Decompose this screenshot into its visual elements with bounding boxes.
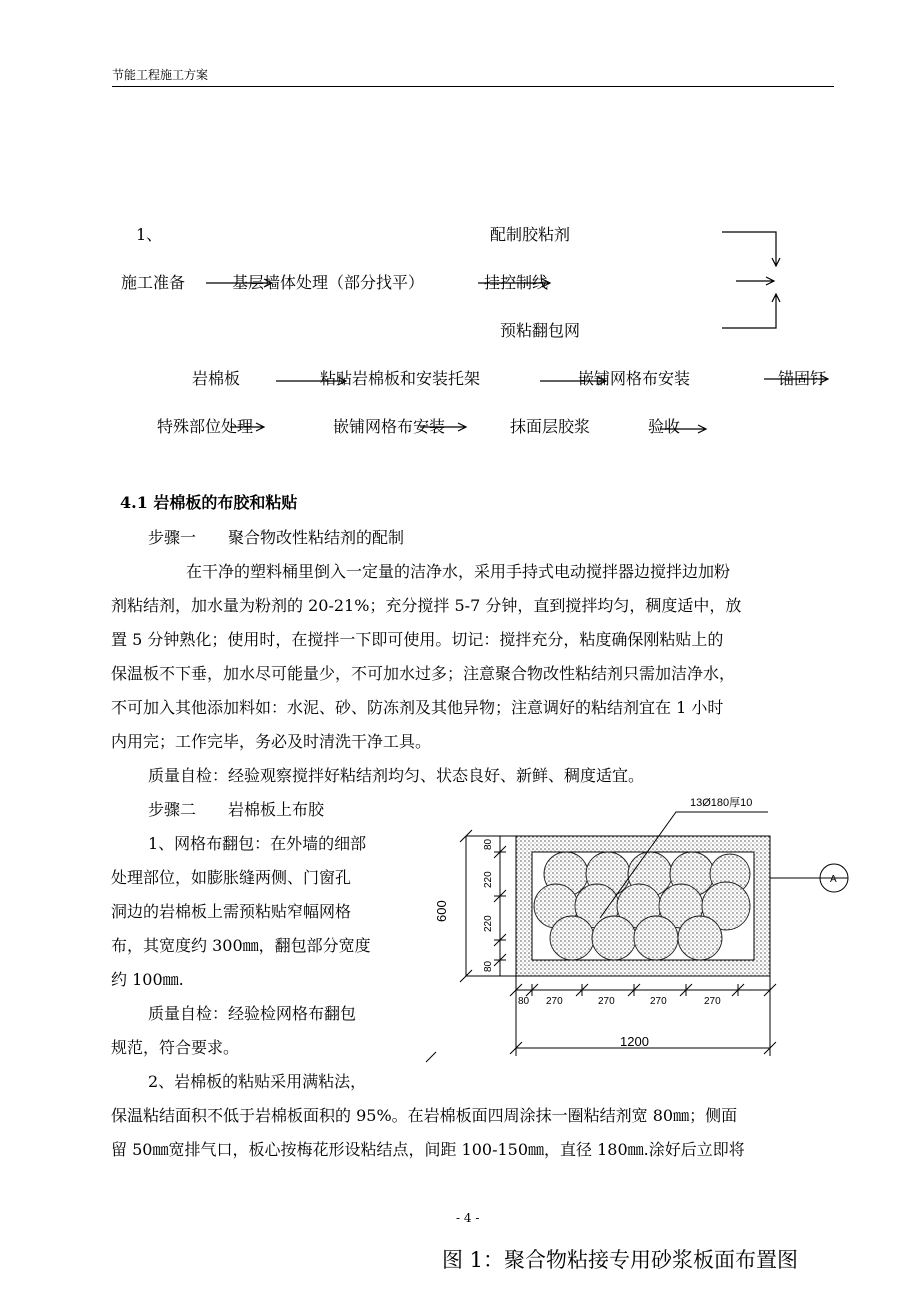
flow-board: 岩棉板 [192, 369, 241, 388]
flow-prep: 施工准备 [121, 273, 186, 292]
dim-1200: 1200 [620, 1034, 649, 1049]
paragraph-line: 置 5 分钟熟化；使用时，在搅拌一下即可使用。切记：搅拌充分，粘度确保刚粘贴上的 [111, 630, 724, 649]
flow-embed2: 嵌铺网格布安装 [333, 417, 446, 436]
flow-mesh-pre: 预粘翻包网 [500, 321, 581, 340]
figure-caption: 图 1：聚合物粘接专用砂浆板面布置图 [442, 1248, 799, 1272]
dim-left-220: 220 [483, 871, 494, 888]
running-header: 节能工程施工方案 [112, 68, 209, 82]
dim-bottom-270: 270 [650, 996, 667, 1007]
step2-title: 步骤二 岩棉板上布胶 [148, 800, 325, 819]
vertical-dimension-line [466, 836, 516, 976]
dim-left-220: 220 [483, 915, 494, 932]
paragraph-line: 保温板不下垂，加水尽可能量少，不可加水过多；注意聚合物改性粘结剂只需加洁净水， [111, 664, 736, 683]
paragraph-line: 不可加入其他添加料如：水泥、砂、防冻剂及其他异物；注意调好的粘结剂宜在 1 小时 [111, 698, 724, 717]
adhesive-dot [678, 916, 722, 960]
paragraph-line: 剂粘结剂，加水量为粉剂的 20-21%；充分搅拌 5-7 分钟，直到搅拌均匀，稠度适中，放 [111, 596, 742, 615]
paragraph-line: 留 50㎜宽排气口，板心按梅花形设粘结点，间距 100-150㎜，直径 180㎜.涂好后立即将 [111, 1140, 745, 1159]
dim-bottom-270: 270 [598, 996, 615, 1007]
flow-line: 挂控制线 [484, 273, 549, 292]
dim-bottom-270: 270 [704, 996, 721, 1007]
quality-check-2: 质量自检：经验检网格布翻包 [148, 1004, 357, 1023]
mesh-line: 布，其宽度约 300㎜，翻包部分宽度 [111, 936, 371, 955]
mesh-line: 洞边的岩棉板上需预粘贴窄幅网格 [111, 902, 352, 921]
paragraph-line: 在干净的塑料桶里倒入一定量的洁净水，采用手持式电动搅拌器边搅拌边加粉 [186, 562, 731, 581]
dim-bottom-270: 270 [546, 996, 563, 1007]
paragraph-line: 保温粘结面积不低于岩棉板面积的 95%。在岩棉板面四周涂抹一圈粘结剂宽 80㎜；侧面 [111, 1106, 738, 1125]
step1-title: 步骤一 聚合物改性粘结剂的配制 [148, 528, 405, 547]
adhesive-dot [592, 916, 636, 960]
mesh-line: 约 100㎜. [111, 970, 184, 989]
callout-label: 13Ø180厚10 [690, 797, 753, 809]
section-heading: 4.1 岩棉板的布胶和粘贴 [120, 493, 298, 512]
dim-left-80-bottom: 80 [483, 960, 494, 972]
dim-bottom-80: 80 [518, 996, 530, 1007]
dim-600: 600 [434, 900, 449, 922]
flow-bond: 粘贴岩棉板和安装托架 [320, 369, 481, 388]
flow-index: 1、 [136, 225, 163, 244]
mesh-line: 处理部位，如膨胀缝两侧、门窗孔 [111, 868, 352, 887]
adhesive-dot [550, 916, 594, 960]
adhesive-dot [634, 916, 678, 960]
page-number: - 4 - [456, 1211, 480, 1225]
paragraph-line: 内用完；工作完毕，务必及时清洗干净工具。 [111, 732, 432, 751]
item-2: 2、岩棉板的粘贴采用满粘法， [148, 1072, 367, 1091]
flow-accept: 验收 [648, 417, 681, 436]
quality-check-2b: 规范，符合要求。 [111, 1038, 240, 1057]
dim-left-80-top: 80 [483, 838, 494, 850]
flow-wall: 基层墙体处理（部分找平） [232, 273, 425, 292]
mesh-line: 1、网格布翻包：在外墙的细部 [148, 834, 367, 853]
section-mark-label: A [830, 874, 837, 885]
flow-glue: 配制胶粘剂 [490, 225, 571, 244]
flow-special: 特殊部位处理 [157, 417, 254, 436]
flow-anchor: 锚固钉 [778, 369, 827, 388]
quality-check-1: 质量自检：经验观察搅拌好粘结剂均匀、状态良好、新鲜、稠度适宜。 [148, 766, 645, 785]
flow-finish: 抹面层胶浆 [510, 417, 591, 436]
break-mark [426, 1052, 436, 1062]
flow-embed1: 嵌铺网格布安装 [578, 369, 691, 388]
